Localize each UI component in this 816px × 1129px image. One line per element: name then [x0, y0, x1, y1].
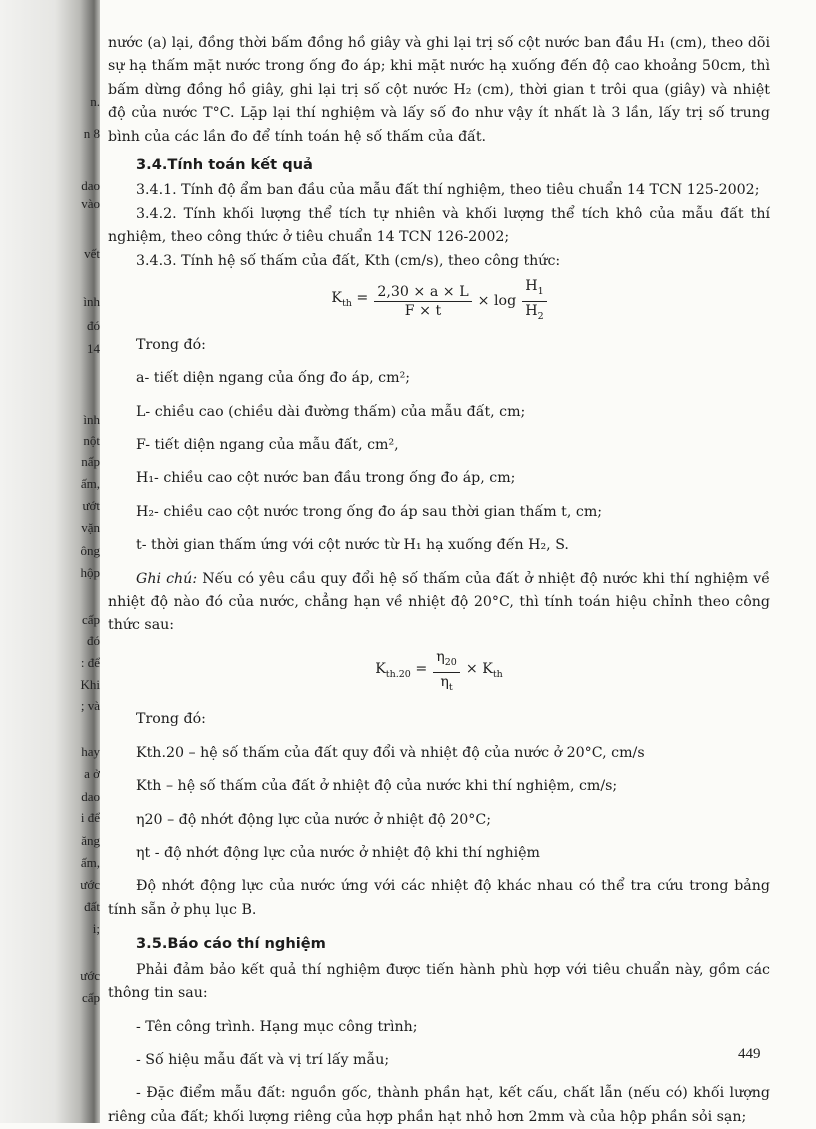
margin-fragment: đó — [87, 318, 100, 333]
margin-fragment: đó — [87, 633, 100, 648]
page-number: 449 — [738, 1046, 761, 1062]
formula-fraction — [374, 283, 471, 320]
margin-fragment: 14 — [87, 341, 100, 356]
definition-item: Kth.20 – hệ số thấm của đất quy đổi và nhiệt độ của nước ở 20°C, cm/s — [136, 744, 645, 761]
where-label: Trong đó: — [136, 711, 206, 728]
margin-fragment: dao — [81, 178, 100, 193]
report-item: - Đặc điểm mẫu đất: nguồn gốc, thành phần hạt, kết cấu, chất lẫn (nếu có) khối lượng riêng của đất; khối lượng riêng của hợp phần hạt nhỏ hơn 2mm và của hộp phần sỏi sạn; — [108, 1085, 770, 1125]
viscosity-ratio: $\frac{\eta_{20}}{\eta_t}$ — [433, 648, 460, 697]
margin-fragment: ước — [80, 877, 100, 892]
margin-fragment: ướt — [82, 498, 100, 513]
formula-head-ratio: $\frac{H_1}{H_2}$ — [522, 277, 546, 326]
report-item: - Tên công trình. Hạng mục công trình; — [136, 1018, 418, 1035]
viscosity-note: Độ nhớt động lực của nước ứng với các nhiệt độ khác nhau có thể tra cứu trong bảng tính sẵn ở phụ lục B. — [108, 878, 770, 918]
clause-3-4-3: 3.4.3. Tính hệ số thấm của đất, Kth (cm/s), theo công thức: — [136, 252, 561, 269]
margin-fragment: i; — [92, 921, 100, 936]
clause-3-4-1: 3.4.1. Tính độ ẩm ban đầu của mẫu đất thí nghiệm, theo tiêu chuẩn 14 TCN 125-2002; — [136, 182, 760, 199]
margin-fragment: cấp — [81, 612, 100, 627]
margin-fragment: vào — [81, 196, 100, 211]
section-heading-3-4: 3.4.Tính toán kết quả — [136, 156, 313, 174]
margin-fragment: ình — [83, 412, 100, 427]
margin-fragment: ấm, — [80, 855, 100, 870]
paragraph-procedure: nước (a) lại, đồng thời bấm đồng hồ giây và ghi lại trị số cột nước ban đầu H₁ (cm), theo dõi sự hạ thấm mặt nước trong ống đo áp; khi mặt nước hạ xuống đến độ cao khoảng 50cm, thì bấm dừng đồng hồ giây, ghi lại trị số cột nước H₂ (cm), thời gian t trôi qua (giây) và nhiệt độ của nước T°C. Lặp lại thí nghiệm và lấy số đo như vậy ít nhất là 3 lần, lấy trị số trung bình của các lần đo để tính toán hệ số thấm của đất. — [108, 35, 770, 145]
definition-item: η20 – độ nhớt động lực của nước ở nhiệt độ 20°C; — [136, 811, 492, 828]
margin-fragment: Khi — [80, 677, 100, 692]
definition-item: H₁- chiều cao cột nước ban đầu trong ống đo áp, cm; — [136, 470, 516, 487]
definition-item: a- tiết diện ngang của ống đo áp, cm²; — [136, 370, 411, 387]
definition-item: L- chiều cao (chiều dài đường thấm) của mẫu đất, cm; — [136, 403, 526, 420]
margin-fragment: hay — [81, 744, 100, 759]
margin-fragment: vặn — [81, 520, 100, 535]
definition-item: Kth – hệ số thấm của đất ở nhiệt độ của nước khi thí nghiệm, cm/s; — [136, 778, 618, 795]
definition-item: H₂- chiều cao cột nước trong ống đo áp sau thời gian thấm t, cm; — [136, 503, 603, 520]
note-label: Ghi chú: — [136, 570, 198, 587]
margin-fragment: ước — [80, 968, 100, 983]
margin-fragment: đất — [84, 899, 100, 914]
margin-fragment: ông — [80, 543, 100, 558]
temperature-correction-formula: $K_{th.20}$ = $\frac{\eta_{20}}{\eta_t}$ × $K_{th}$ — [108, 648, 770, 697]
margin-fragment: ăng — [81, 833, 100, 848]
margin-fragment: cấp — [81, 990, 100, 1005]
formula-log: × log — [477, 292, 517, 309]
margin-fragment: nấp — [81, 454, 100, 469]
clause-3-4-2: 3.4.2. Tính khối lượng thể tích tự nhiên và khối lượng thể tích khô của mẫu đất thí nghiệm, theo công thức ở tiêu chuẩn 14 TCN 126-2002; — [108, 205, 770, 246]
margin-fragment: vết — [84, 246, 100, 261]
note-text: Nếu có yêu cầu quy đổi hệ số thấm của đất ở nhiệt độ nước khi thí nghiệm về nhiệt độ nào đó của nước, chẳng hạn về nhiệt độ 20°C, thì tính toán hiệu chỉnh theo công thức sau: — [108, 570, 770, 634]
section-heading-3-5: 3.5.Báo cáo thí nghiệm — [136, 935, 326, 953]
margin-fragment: ; và — [80, 698, 100, 713]
report-item: - Số hiệu mẫu đất và vị trí lấy mẫu; — [136, 1051, 390, 1068]
margin-fragment: dao — [81, 789, 100, 804]
formula-numerator: 2,30 × a × L — [374, 283, 471, 302]
margin-fragment: a ở — [84, 766, 100, 781]
permeability-formula — [108, 277, 770, 326]
page-content — [108, 32, 770, 1129]
formula-lhs: $K_{th}$ = — [331, 290, 369, 310]
margin-fragment: i để — [80, 810, 100, 825]
page-gutter — [0, 0, 100, 1123]
margin-fragment: nột — [83, 433, 100, 448]
margin-fragment: n 8 — [83, 126, 100, 141]
margin-fragment: ình — [83, 294, 100, 309]
margin-fragment: n. — [90, 94, 100, 109]
formula-denominator: F × t — [404, 302, 442, 319]
report-intro: Phải đảm bảo kết quả thí nghiệm được tiến hành phù hợp với tiêu chuẩn này, gồm các thông tin sau: — [108, 961, 770, 1002]
definition-item: ηt - độ nhớt động lực của nước ở nhiệt độ khi thí nghiệm — [136, 845, 540, 862]
margin-fragment: hộp — [80, 565, 100, 580]
definition-item: F- tiết diện ngang của mẫu đất, cm², — [136, 436, 399, 453]
margin-fragment: : để — [80, 655, 100, 670]
margin-fragment: ấm, — [80, 476, 100, 491]
note-paragraph — [108, 568, 770, 638]
definition-item: t- thời gian thấm ứng với cột nước từ H₁ hạ xuống đến H₂, S. — [136, 537, 569, 554]
where-label: Trong đó: — [136, 336, 206, 353]
